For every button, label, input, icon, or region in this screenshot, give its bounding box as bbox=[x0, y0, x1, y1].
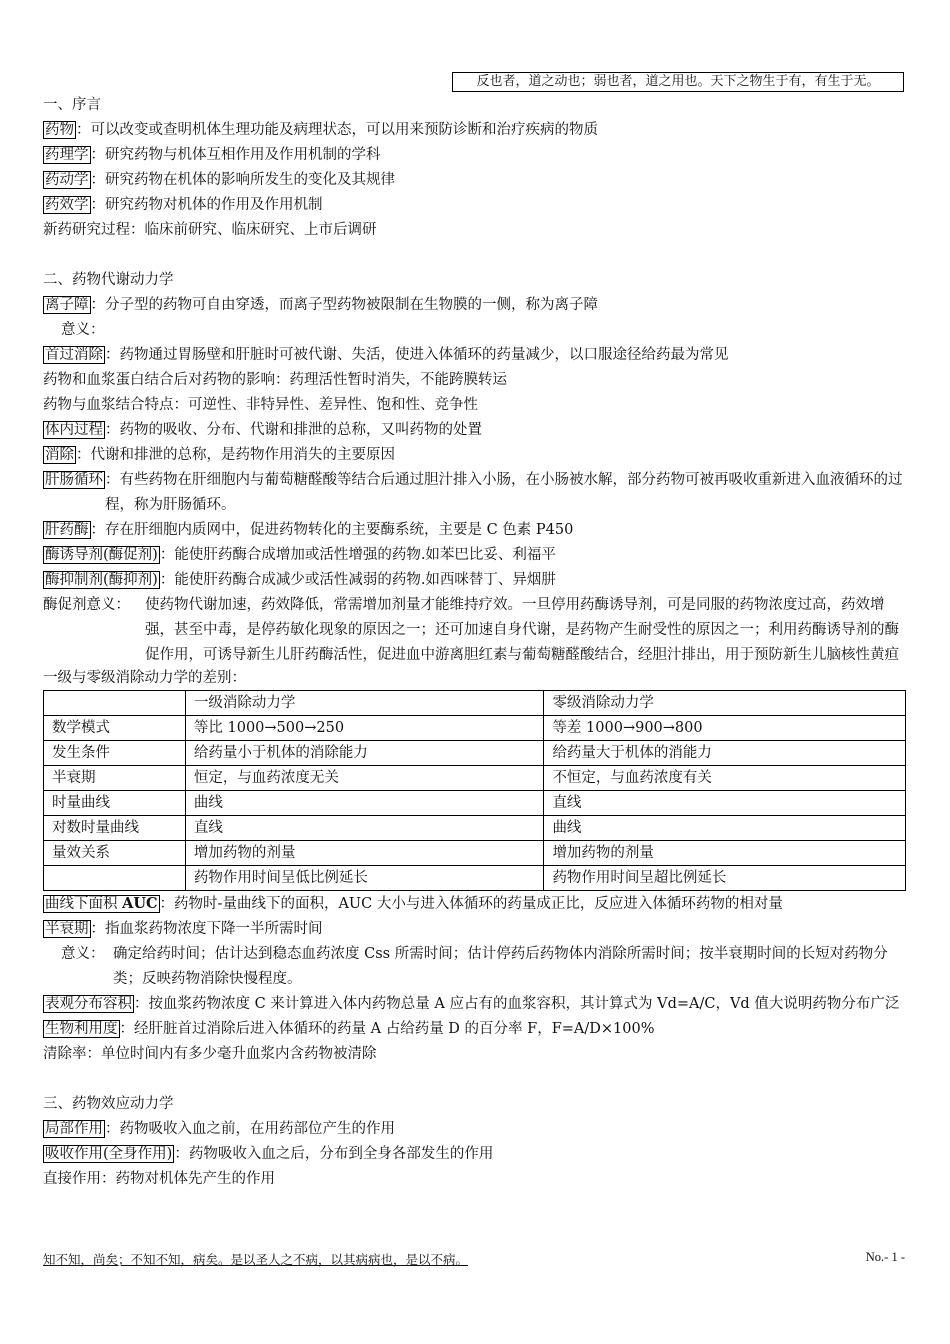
term-box: 酶诱导剂(酶促剂) bbox=[45, 547, 158, 563]
protein-binding-effect: 药物和血浆蛋白结合后对药物的影响：药理活性暂时消失，不能跨膜转运 bbox=[43, 372, 507, 388]
definition-text: ：药物通过胃肠壁和肝脏时可被代谢、失活，使进入体循环的药量减少，以口服途径给药最为常见 bbox=[105, 347, 729, 363]
definition-pharmacokinetics bbox=[43, 168, 909, 193]
table-row bbox=[44, 866, 906, 891]
term-box: 酶抑制剂(酶抑剂) bbox=[45, 572, 158, 588]
table-cell: 增加药物的剂量 bbox=[544, 841, 906, 866]
term-box: 生物利用度 bbox=[45, 1021, 118, 1037]
protein-binding-features: 药物与血浆结合特点：可逆性、非特异性、差异性、饱和性、竞争性 bbox=[43, 397, 478, 413]
definition-text: ：代谢和排泄的总称，是药物作用消失的主要原因 bbox=[76, 447, 395, 463]
table-cell: 发生条件 bbox=[44, 741, 186, 766]
table-cell: 数学模式 bbox=[44, 716, 186, 741]
definition-first-pass bbox=[43, 343, 909, 368]
table-header-cell bbox=[44, 691, 186, 716]
definition-text: ：有些药物在肝细胞内与葡萄糖醛酸等结合后通过胆汁排入小肠，在小肠被水解，部分药物可被再吸收重新进入血液循环的过程，称为肝肠循环。 bbox=[105, 472, 903, 513]
table-cell: 半衰期 bbox=[44, 766, 186, 791]
definition-liver-enzyme bbox=[43, 518, 909, 543]
table-cell: 给药量大于机体的消能力 bbox=[544, 741, 906, 766]
new-drug-process: 新药研究过程：临床前研究、临床研究、上市后调研 bbox=[43, 222, 377, 238]
table-row bbox=[44, 816, 906, 841]
table-cell: 对数时量曲线 bbox=[44, 816, 186, 841]
definition-text: ：研究药物在机体的影响所发生的变化及其规律 bbox=[90, 172, 395, 188]
table-cell: 等差 1000→900→800 bbox=[544, 716, 906, 741]
term-box: 肝肠循环 bbox=[45, 472, 103, 488]
header-motto-box: 反也者，道之动也；弱也者，道之用也。天下之物生于有，有生于无。 bbox=[452, 72, 904, 92]
definition-half-life bbox=[43, 917, 909, 942]
definition-text: ：存在肝细胞内质网中，促进药物转化的主要酶系统，主要是 C 色素 P450 bbox=[90, 522, 574, 538]
definition-in-vivo-process bbox=[43, 418, 909, 443]
definition-text: ：研究药物与机体互相作用及作用机制的学科 bbox=[90, 147, 381, 163]
definition-text: ：能使肝药酶合成增加或活性增强的药物.如苯巴比妥、利福平 bbox=[159, 547, 556, 563]
table-cell: 不恒定，与血药浓度有关 bbox=[544, 766, 906, 791]
half-life-meaning bbox=[43, 942, 909, 992]
term-abbrev: AUC bbox=[122, 895, 158, 912]
definition-elimination bbox=[43, 443, 909, 468]
table-row bbox=[44, 766, 906, 791]
definition-pharmacodynamics bbox=[43, 193, 909, 218]
table-cell: 时量曲线 bbox=[44, 791, 186, 816]
term-box: 肝药酶 bbox=[45, 522, 89, 538]
term-box: 局部作用 bbox=[45, 1121, 103, 1137]
definition-text: ：经肝脏首过消除后进入体循环的药量 A 占给药量 D 的百分率 F，F=A/D×100% bbox=[119, 1021, 655, 1037]
meaning-text: 使药物代谢加速，药效降低，常需增加剂量才能维持疗效。一旦停用药酶诱导剂，可是同服的药物浓度过高，药效增强，甚至中毒，是停药敏化现象的原因之一；还可加速自身代谢，是药物产生耐受性的原因之一；利用药酶诱导剂的酶促作用，可诱导新生儿肝药酶活性，促进血中游离胆红素与葡萄糖醛酸结合，经胆汁排出，用于预防新生儿脑核性黄疸 bbox=[145, 597, 899, 663]
term-box: 消除 bbox=[45, 447, 74, 463]
table-cell bbox=[44, 866, 186, 891]
term-box: 首过消除 bbox=[45, 347, 103, 363]
term-box: 体内过程 bbox=[45, 422, 103, 438]
term-box: 药动学 bbox=[45, 172, 89, 188]
section-title: 一、序言 bbox=[43, 97, 101, 113]
table-cell: 等比 1000→500→250 bbox=[185, 716, 544, 741]
definition-volume-distribution bbox=[43, 992, 909, 1017]
document-body bbox=[43, 93, 909, 1192]
definition-enzyme-inhibitor bbox=[43, 568, 909, 593]
definition-absorptive-action bbox=[43, 1142, 909, 1167]
table-cell: 曲线 bbox=[185, 791, 544, 816]
term-box: 吸收作用(全身作用) bbox=[45, 1146, 173, 1162]
definition-text: ：按血浆药物浓度 C 来计算进入体内药物总量 A 应占有的血浆容积，其计算式为 Vd=A/C，Vd 值大说明药物分布广泛 bbox=[134, 996, 900, 1012]
definition-text: ：药物时-量曲线下的面积，AUC 大小与进入体循环的药量成正比，反应进入体循环药物的相对量 bbox=[159, 896, 783, 912]
definition-text: ：药物吸收入血之后，分布到全身各部发生的作用 bbox=[174, 1146, 494, 1162]
footer-motto: 知不知，尚矣；不知不知，病矣。是以圣人之不病，以其病病也，是以不病。 bbox=[43, 1252, 469, 1267]
meaning-label: 意义： bbox=[61, 322, 105, 338]
table-cell: 增加药物的剂量 bbox=[185, 841, 544, 866]
table-row bbox=[44, 841, 906, 866]
clearance-definition: 清除率：单位时间内有多少毫升血浆内含药物被清除 bbox=[43, 1046, 377, 1062]
table-row bbox=[44, 741, 906, 766]
table-cell: 药物作用时间呈超比例延长 bbox=[544, 866, 906, 891]
table-cell: 直线 bbox=[185, 816, 544, 841]
definition-enterohepatic bbox=[43, 468, 909, 518]
table-cell: 药物作用时间呈低比例延长 bbox=[185, 866, 544, 891]
table-cell: 恒定，与血药浓度无关 bbox=[185, 766, 544, 791]
definition-text: ：研究药物对机体的作用及作用机制 bbox=[90, 197, 323, 213]
definition-text: ：指血浆药物浓度下降一半所需时间 bbox=[90, 921, 323, 937]
definition-auc bbox=[43, 891, 909, 917]
section-title: 三、药物效应动力学 bbox=[43, 1096, 174, 1112]
term-box: 表观分布容积 bbox=[45, 996, 132, 1012]
definition-text: ：分子型的药物可自由穿透，而离子型药物被限制在生物膜的一侧，称为离子障 bbox=[90, 297, 598, 313]
term-box: 药效学 bbox=[45, 197, 89, 213]
term-text: 曲线下面积 bbox=[45, 896, 123, 912]
table-cell: 量效关系 bbox=[44, 841, 186, 866]
table-header-cell: 一级消除动力学 bbox=[185, 691, 544, 716]
table-cell: 曲线 bbox=[544, 816, 906, 841]
section-title: 二、药物代谢动力学 bbox=[43, 272, 174, 288]
table-header-row bbox=[44, 691, 906, 716]
meaning-text: 确定给药时间；估计达到稳态血药浓度 Css 所需时间；估计停药后药物体内消除所需时间；按半衰期时间的长短对药物分类；反映药物消除快慢程度。 bbox=[113, 946, 888, 987]
definition-text: ：药物的吸收、分布、代谢和排泄的总称，又叫药物的处置 bbox=[105, 422, 482, 438]
meaning-label: 酶促剂意义： bbox=[43, 597, 130, 613]
definition-pharmacology bbox=[43, 143, 909, 168]
table-row bbox=[44, 716, 906, 741]
table-row bbox=[44, 791, 906, 816]
enzyme-inducer-meaning bbox=[43, 593, 909, 668]
elimination-kinetics-table bbox=[43, 690, 906, 891]
table-caption: 一级与零级消除动力学的差别： bbox=[43, 670, 246, 686]
table-cell: 直线 bbox=[544, 791, 906, 816]
table-cell: 给药量小于机体的消除能力 bbox=[185, 741, 544, 766]
page-number: No.- 1 - bbox=[865, 1250, 905, 1264]
meaning-label: 意义： bbox=[61, 946, 105, 962]
term-box: 离子障 bbox=[45, 297, 89, 313]
definition-ion-trapping bbox=[43, 293, 909, 318]
definition-drug bbox=[43, 118, 909, 143]
table-header-cell: 零级消除动力学 bbox=[544, 691, 906, 716]
definition-text: ：药物吸收入血之前，在用药部位产生的作用 bbox=[105, 1121, 395, 1137]
definition-enzyme-inducer bbox=[43, 543, 909, 568]
direct-action: 直接作用：药物对机体先产生的作用 bbox=[43, 1171, 275, 1187]
term-box: 药物 bbox=[45, 122, 74, 138]
definition-text: ：能使肝药酶合成减少或活性减弱的药物.如西咪替丁、异烟肼 bbox=[159, 572, 556, 588]
definition-text: ：可以改变或查明机体生理功能及病理状态，可以用来预防诊断和治疗疾病的物质 bbox=[76, 122, 598, 138]
term-box: 药理学 bbox=[45, 147, 89, 163]
definition-bioavailability bbox=[43, 1017, 909, 1042]
term-box bbox=[43, 895, 160, 913]
definition-local-action bbox=[43, 1117, 909, 1142]
term-box: 半衰期 bbox=[45, 921, 89, 937]
